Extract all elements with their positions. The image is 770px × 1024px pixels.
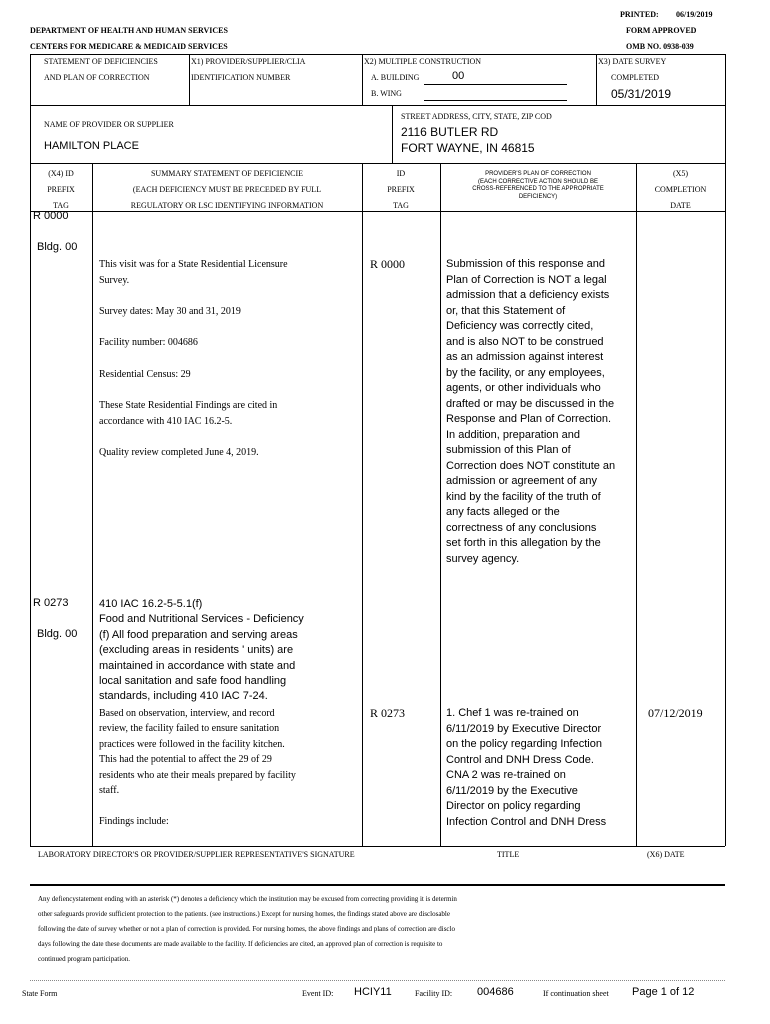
- statement-label-2: AND PLAN OF CORRECTION: [44, 73, 150, 82]
- r0000-tag: R 0000: [33, 210, 69, 222]
- building-underline: [424, 84, 567, 85]
- cms-title: CENTERS FOR MEDICARE & MEDICAID SERVICES: [30, 42, 228, 51]
- disclaimer: Any defiencystatement ending with an asterisk (*) denotes a deficiency which the institution may be excused from correcting providing it is determin other safeguards provide sufficient protection to the patients. (see instructions.) Except for nursing homes, the findings stated above are disclosable following the date of survey whether or not a plan of correction is provided. For nursing homes, the above findings and plans of correction are disclo days following the date these documents are made available to the facility. If deficiencies are cited, an approved plan of correction is requisite to continued program participation.: [38, 895, 457, 963]
- x4-header: (X4) ID PREFIX TAG: [47, 169, 75, 210]
- address-line-1: 2116 BUTLER RD: [401, 125, 499, 139]
- address-line-2: FORT WAYNE, IN 46815: [401, 141, 535, 155]
- survey-completed-date: 05/31/2019: [611, 87, 672, 101]
- page-number: Page 1 of 12: [632, 986, 695, 998]
- form-approved: FORM APPROVED: [626, 26, 697, 35]
- x3-label: X3) DATE SURVEY: [598, 57, 667, 66]
- printed-date: 06/19/2019: [676, 10, 713, 19]
- printed-label: PRINTED:: [620, 10, 659, 19]
- column-header-top-rule: [30, 163, 725, 164]
- r0273-rule-text: 410 IAC 16.2-5-5.1(f) Food and Nutritional Services - Deficiency (f) All food preparation and serving areas (excluding areas in residents ' units) are maintained in accordance with state and local sanitation and safe food handling standards, including 410 IAC 7-24.: [99, 598, 304, 703]
- table-bottom-rule: [30, 846, 725, 847]
- facility-id-label: Facility ID:: [415, 989, 453, 998]
- title-label: TITLE: [497, 850, 520, 859]
- r0000-building: Bldg. 00: [37, 241, 78, 253]
- director-signature-label: LABORATORY DIRECTOR'S OR PROVIDER/SUPPLIER REPRESENTATIVE'S SIGNATURE: [38, 850, 355, 859]
- event-id-label: Event ID:: [302, 989, 334, 998]
- r0000-id-tag: R 0000: [370, 257, 406, 271]
- x1-label: X1) PROVIDER/SUPPLIER/CLIA: [191, 57, 306, 66]
- department-title: DEPARTMENT OF HEALTH AND HUMAN SERVICES: [30, 26, 228, 35]
- facility-id: 004686: [477, 986, 514, 998]
- wing-label: B. WING: [371, 89, 402, 98]
- r0273-id-tag: R 0273: [370, 706, 406, 720]
- r0273-plan: 1. Chef 1 was re-trained on 6/11/2019 by Executive Director on the policy regarding Infection Control and DNH Dress Code. CNA 2 was re-trained on 6/11/2019 by the Executive Director on policy regarding Infection Control and DNH Dress: [446, 707, 607, 828]
- r0273-completion-date: 07/12/2019: [648, 706, 703, 720]
- state-form-label: State Form: [22, 989, 58, 998]
- r0000-summary: This visit was for a State Residential Licensure Survey. Survey dates: May 30 and 31, 2019 Facility number: 004686 Residential Census: 29 These State Residential Findings are cited in accordance with 410 IAC 16.2-5. Quality review completed June 4, 2019.: [99, 259, 288, 459]
- event-id: HCIY11: [354, 986, 392, 998]
- provider-name-label: NAME OF PROVIDER OR SUPPLIER: [44, 120, 174, 129]
- provider-name: HAMILTON PLACE: [44, 140, 139, 152]
- r0273-tag: R 0273: [33, 597, 69, 609]
- provider-divider: [392, 105, 393, 163]
- id-header: ID PREFIX TAG: [387, 169, 415, 210]
- address-label: STREET ADDRESS, CITY, STATE, ZIP COD: [401, 112, 552, 121]
- x2-label: X2) MULTIPLE CONSTRUCTION: [364, 57, 482, 66]
- statement-label-1: STATEMENT OF DEFICIENCIES: [44, 57, 158, 66]
- building-label: A. BUILDING: [371, 73, 420, 82]
- completed-label: COMPLETED: [611, 73, 659, 82]
- footer-rule: [30, 980, 725, 981]
- x6-date-label: (X6) DATE: [647, 850, 685, 859]
- plan-header: PROVIDER'S PLAN OF CORRECTION (EACH CORRECTIVE ACTION SHOULD BE CROSS-REFERENCED TO THE APPROPRIATE DEFICIENCY): [472, 171, 604, 200]
- wing-underline: [424, 100, 567, 101]
- building-value: 00: [452, 70, 465, 82]
- signature-bottom-rule: [30, 884, 725, 886]
- continuation-label: If continuation sheet: [543, 989, 609, 998]
- x1-sublabel: IDENTIFICATION NUMBER: [191, 73, 291, 82]
- x5-header: (X5) COMPLETION DATE: [654, 169, 707, 210]
- omb-number: OMB NO. 0938-039: [626, 42, 694, 51]
- summary-header: SUMMARY STATEMENT OF DEFICIENCIE (EACH DEFICIENCY MUST BE PRECEDED BY FULL REGULATORY OR LSC IDENTIFYING INFORMATION: [130, 169, 324, 210]
- r0273-building: Bldg. 00: [37, 628, 78, 640]
- r0273-summary: Based on observation, interview, and record review, the facility failed to ensure sanitation practices were followed in the facility kitchen. This had the potential to affect the 29 of 29 residents who ate their meals prepared by facility staff. Findings include:: [99, 708, 296, 827]
- r0000-plan: Submission of this response and Plan of Correction is NOT a legal admission that a deficiency exists or, that this Statement of Deficiency was correctly cited, and is also NOT to be construed as an admission against interest by the facility, or any employees, agents, or other individuals who drafted or may be discussed in the Response and Plan of Correction. In addition, preparation and submission of this Plan of Correction does NOT constitute an admission or agreement of any kind by the facility of the truth of any facts alleged or the correctness of any conclusions set forth in this allegation by the survey agency.: [446, 258, 616, 565]
